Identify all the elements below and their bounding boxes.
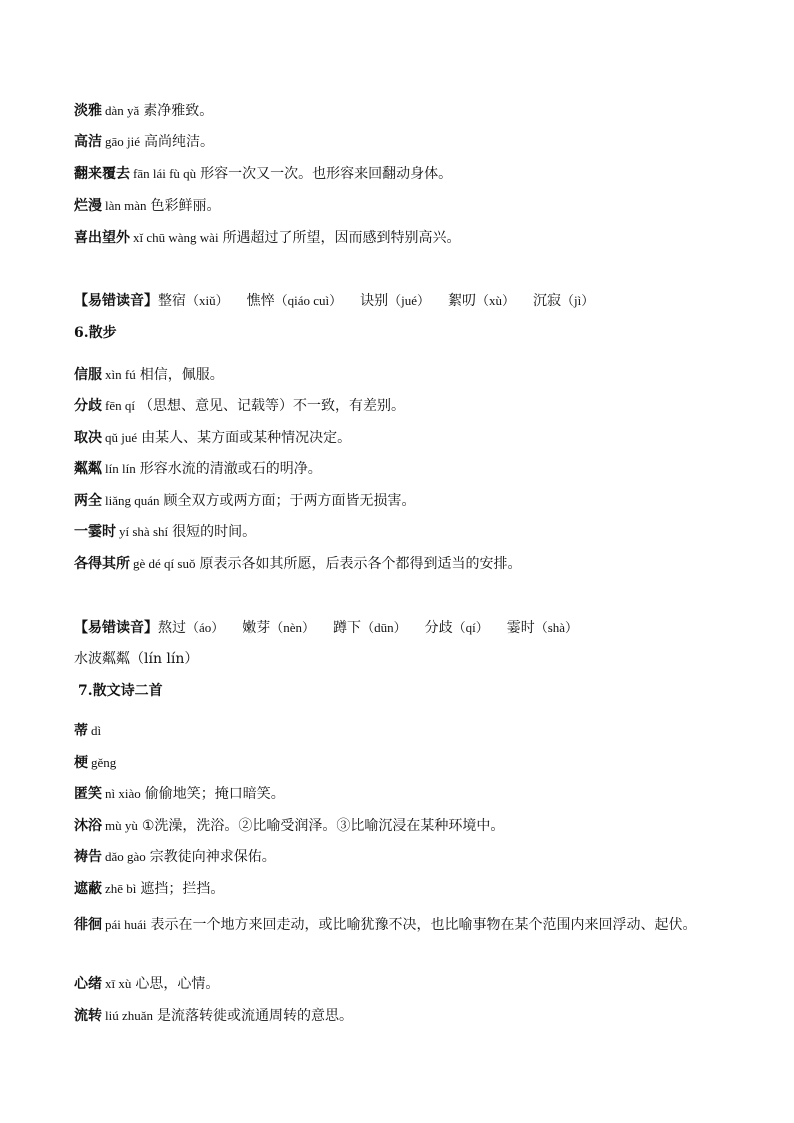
- vocab-entry: [74, 973, 724, 995]
- vocab-entry: [74, 131, 724, 153]
- vocab-entry: [74, 195, 724, 217]
- vocab-term: 两全: [74, 493, 102, 509]
- vocab-term: 翻来覆去: [74, 166, 130, 182]
- note-label: 【易错读音】: [74, 620, 158, 636]
- vocab-pinyin: gěng: [91, 755, 117, 770]
- note-word: 熬过: [158, 620, 186, 636]
- vocab-term: 一霎时: [74, 524, 116, 540]
- vocab-definition: 由某人、某方面或某种情况决定。: [141, 430, 352, 446]
- vocab-entry: [74, 1005, 724, 1027]
- vocab-pinyin: gè dé qí suǒ: [133, 556, 196, 571]
- section-heading: 6.散步: [74, 325, 117, 341]
- vocab-definition: 色彩鲜丽。: [150, 198, 221, 214]
- vocab-pinyin: xìn fú: [105, 367, 136, 382]
- vocab-entry: [74, 752, 724, 774]
- vocab-term: 高洁: [74, 134, 102, 150]
- vocab-definition: 原表示各如其所愿，后表示各个都得到适当的安排。: [199, 556, 522, 572]
- vocab-definition: 所遇超过了所望，因而感到特别高兴。: [222, 230, 461, 246]
- vocab-term: 取决: [74, 430, 102, 446]
- note-word: 诀别: [360, 293, 389, 309]
- section-heading: 7.散文诗二首: [78, 683, 163, 699]
- vocab-definition: 顾全双方或两方面；于两方面皆无损害。: [163, 493, 416, 509]
- vocab-entry: [74, 427, 724, 449]
- vocab-pinyin: làn màn: [105, 198, 147, 213]
- vocab-pinyin: nì xiào: [105, 786, 141, 801]
- vocab-definition: 遮挡；拦挡。: [140, 881, 225, 897]
- vocab-pinyin: gāo jié: [105, 134, 141, 149]
- vocab-pinyin: zhē bì: [105, 881, 137, 896]
- vocab-term: 各得其所: [74, 556, 130, 572]
- note-word: 整宿: [158, 293, 186, 309]
- note-item: [507, 620, 578, 636]
- vocab-entry: [74, 783, 724, 805]
- vocab-entry: [74, 553, 724, 575]
- vocab-pinyin: dàn yǎ: [105, 103, 140, 118]
- vocab-definition: 相信，佩服。: [139, 367, 224, 383]
- vocab-pinyin: dì: [91, 723, 102, 738]
- note-item: [448, 293, 515, 309]
- vocab-entry: [74, 490, 724, 512]
- vocab-term: 淡雅: [74, 103, 102, 119]
- note-reading: （dūn）: [361, 620, 407, 635]
- vocab-term: 遮蔽: [74, 881, 102, 897]
- vocab-entry: [74, 815, 724, 837]
- vocab-definition: ①洗澡，洗浴。②比喻受润泽。③比喻沉浸在某种环境中。: [141, 818, 505, 834]
- vocab-term: 粼粼: [74, 461, 102, 477]
- vocab-entry: [74, 521, 724, 543]
- vocab-pinyin: liǎng quán: [105, 493, 160, 508]
- note-word: 憔悴: [246, 293, 275, 309]
- vocab-entry: [74, 720, 724, 742]
- vocab-term: 梗: [74, 755, 88, 771]
- vocab-pinyin: xǐ chū wàng wài: [133, 230, 219, 245]
- vocab-term: 沐浴: [74, 818, 102, 834]
- vocab-definition: 是流落转徙或流通周转的意思。: [157, 1008, 354, 1024]
- vocab-pinyin: fān lái fù qù: [133, 166, 197, 181]
- vocab-term: 信服: [74, 367, 102, 383]
- vocab-entry: [74, 909, 724, 941]
- note-reading: （xiǔ）: [186, 293, 229, 308]
- note-word: 絮叨: [448, 293, 477, 309]
- note-item: [242, 620, 315, 636]
- vocab-pinyin: dǎo gào: [105, 849, 146, 864]
- vocab-entry: [74, 458, 724, 480]
- vocab-entry: [74, 100, 724, 122]
- note-item: [158, 293, 229, 309]
- vocab-term: 心绪: [74, 976, 102, 992]
- note-reading: （nèn）: [270, 620, 316, 635]
- vocab-definition: 高尚纯洁。: [144, 134, 215, 150]
- vocab-entry: [74, 364, 724, 386]
- vocab-definition: 心思，心情。: [135, 976, 220, 992]
- note-reading: （jì）: [561, 293, 595, 308]
- vocab-definition: 偷偷地笑；掩口暗笑。: [144, 786, 285, 802]
- vocab-definition: 形容水流的清澈或石的明净。: [139, 461, 322, 477]
- vocab-term: 烂漫: [74, 198, 102, 214]
- note-word: 霎时: [506, 620, 535, 636]
- pronunciation-note: [74, 617, 724, 639]
- vocab-pinyin: xī xù: [105, 976, 132, 991]
- vocab-term: 流转: [74, 1008, 102, 1024]
- vocab-entry: [74, 227, 724, 249]
- vocab-pinyin: yí shà shí: [119, 524, 169, 539]
- vocab-pinyin: qǔ jué: [105, 430, 138, 445]
- note-reading: （qiáo cuì）: [274, 293, 343, 308]
- vocab-pinyin: mù yù: [105, 818, 138, 833]
- note-item: [333, 620, 407, 636]
- note-reading: （xù）: [476, 293, 516, 308]
- vocab-term: 分歧: [74, 398, 102, 414]
- note-word: 蹲下: [333, 620, 362, 636]
- pronunciation-note: [74, 290, 724, 312]
- vocab-pinyin: pái huái: [105, 917, 147, 932]
- vocab-pinyin: liú zhuǎn: [105, 1008, 154, 1023]
- vocab-entry: [74, 878, 724, 900]
- vocab-definition: 很短的时间。: [172, 524, 257, 540]
- note-item: [425, 620, 489, 636]
- vocab-entry: [74, 163, 724, 185]
- note-item: [533, 293, 594, 309]
- note-word: 嫩芽: [242, 620, 271, 636]
- vocab-definition: （思想、意见、记载等）不一致，有差别。: [138, 398, 405, 414]
- note-word: 沉寂: [533, 293, 562, 309]
- vocab-term: 蒂: [74, 723, 88, 739]
- note-reading: （jué）: [388, 293, 431, 308]
- note-item: [360, 293, 430, 309]
- note-reading: （shà）: [534, 620, 579, 635]
- vocab-definition: 宗教徒向神求保佑。: [149, 849, 276, 865]
- vocab-definition: 素净雅致。: [143, 103, 214, 119]
- vocab-term: 祷告: [74, 849, 102, 865]
- note-item: [247, 293, 343, 309]
- vocab-entry: [74, 846, 724, 868]
- vocab-definition: 表示在一个地方来回走动，或比喻犹豫不决，也比喻事物在某个范围内来回浮动、起伏。: [150, 917, 697, 933]
- vocab-term: 喜出望外: [74, 230, 130, 246]
- note-reading: （qí）: [452, 620, 489, 635]
- note-item: [158, 620, 224, 636]
- note-label: 【易错读音】: [74, 293, 158, 309]
- note-word: 分歧: [424, 620, 453, 636]
- vocab-term: 匿笑: [74, 786, 102, 802]
- vocab-pinyin: lín lín: [105, 461, 136, 476]
- vocab-term: 徘徊: [74, 917, 102, 933]
- vocab-definition: 形容一次又一次。也形容来回翻动身体。: [200, 166, 453, 182]
- vocab-pinyin: fēn qí: [105, 398, 135, 413]
- vocab-entry: [74, 395, 724, 417]
- note-reading: （áo）: [186, 620, 225, 635]
- pronunciation-note-extra: 水波粼粼（lín lín）: [74, 651, 199, 667]
